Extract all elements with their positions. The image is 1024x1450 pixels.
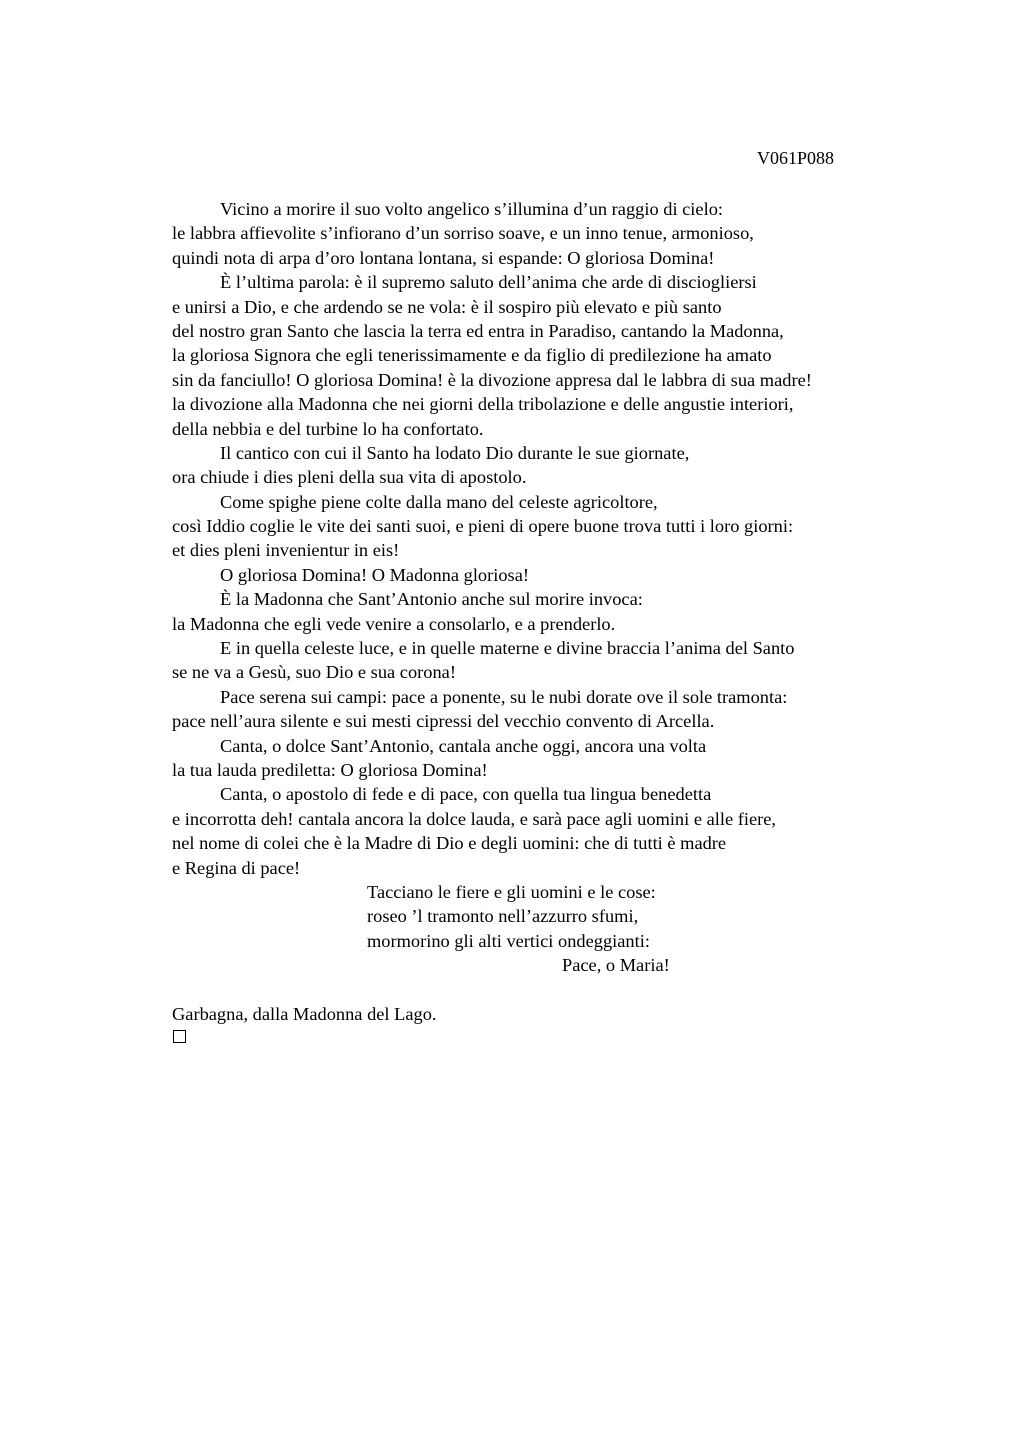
text-line: così Iddio coglie le vite dei santi suoi, e pieni di opere buone trova tutti i loro giorni: <box>172 516 794 537</box>
text-line: le labbra affievolite s’infiorano d’un sorriso soave, e un inno tenue, armonioso, <box>172 223 754 244</box>
end-mark-square-icon <box>173 1030 186 1043</box>
text-line: Il cantico con cui il Santo ha lodato Dio durante le sue giornate, <box>220 442 690 463</box>
body-text <box>172 197 912 978</box>
text-line: Vicino a morire il suo volto angelico s’illumina d’un raggio di cielo: <box>220 199 723 219</box>
text-line: Canta, o apostolo di fede e di pace, con quella tua lingua benedetta <box>220 784 712 805</box>
text-line: del nostro gran Santo che lascia la terra ed entra in Paradiso, cantando la Madonna, <box>172 320 784 341</box>
poem-line: roseo ’l tramonto nell’azzurro sfumi, <box>367 906 639 927</box>
text-line: È l’ultima parola: è il supremo saluto dell’anima che arde di disciogliersi <box>220 272 757 293</box>
text-line: O gloriosa Domina! O Madonna gloriosa! <box>220 564 530 585</box>
text-line: e incorrotta deh! cantala ancora la dolce lauda, e sarà pace agli uomini e alle fiere, <box>172 808 777 829</box>
poem-line: Tacciano le fiere e gli uomini e le cose: <box>367 881 656 902</box>
text-line: sin da fanciullo! O gloriosa Domina! è la divozione appresa dal le labbra di sua madre! <box>172 369 812 390</box>
poem-line: Pace, o Maria! <box>562 955 670 976</box>
text-line: se ne va a Gesù, suo Dio e sua corona! <box>172 662 456 683</box>
text-line: la gloriosa Signora che egli tenerissimamente e da figlio di predilezione ha amato <box>172 345 772 366</box>
text-line: la tua lauda prediletta: O gloriosa Domina! <box>172 759 488 780</box>
text-line: e unirsi a Dio, e che ardendo se ne vola: è il sospiro più elevato e più santo <box>172 296 722 317</box>
poem-line: mormorino gli alti vertici ondeggianti: <box>367 930 650 951</box>
text-line: pace nell’aura silente e sui mesti cipressi del vecchio convento di Arcella. <box>172 711 715 732</box>
text-line: Pace serena sui campi: pace a ponente, su le nubi dorate ove il sole tramonta: <box>220 686 788 707</box>
text-line: e Regina di pace! <box>172 857 301 878</box>
text-line: nel nome di colei che è la Madre di Dio e degli uomini: che di tutti è madre <box>172 833 727 854</box>
text-line: E in quella celeste luce, e in quelle materne e divine braccia l’anima del Santo <box>220 638 795 659</box>
text-line: la Madonna che egli vede venire a consolarlo, e a prenderlo. <box>172 613 616 634</box>
text-line: ora chiude i dies pleni della sua vita di apostolo. <box>172 467 527 488</box>
text-line: della nebbia e del turbine lo ha confortato. <box>172 418 484 439</box>
text-line: et dies pleni invenientur in eis! <box>172 540 400 561</box>
signature-line: Garbagna, dalla Madonna del Lago. <box>172 1004 437 1024</box>
text-line: È la Madonna che Sant’Antonio anche sul morire invoca: <box>220 589 643 610</box>
page-identifier: V061P088 <box>757 148 835 168</box>
text-line: Canta, o dolce Sant’Antonio, cantala anche oggi, ancora una volta <box>220 735 707 756</box>
text-line: quindi nota di arpa d’oro lontana lontana, si espande: O gloriosa Domina! <box>172 247 715 268</box>
text-line: Come spighe piene colte dalla mano del celeste agricoltore, <box>220 491 658 512</box>
text-line: la divozione alla Madonna che nei giorni della tribolazione e delle angustie interiori, <box>172 394 794 415</box>
